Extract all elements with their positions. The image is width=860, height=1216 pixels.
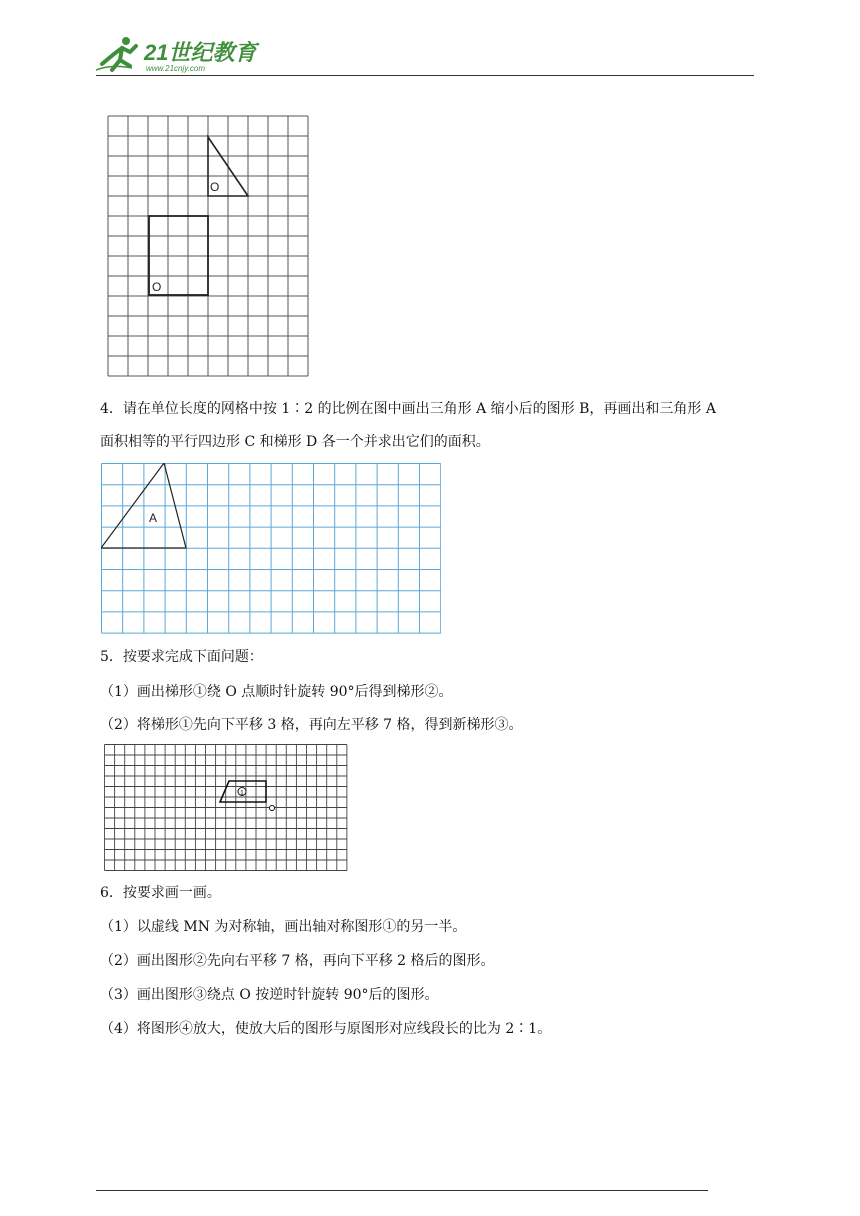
q4-line2: 面积相等的平行四边形 C 和梯形 D 各一个并求出它们的面积。 [100, 434, 490, 450]
q6-title: 6．按要求画一画。 [100, 885, 221, 901]
triangle-label: O [210, 180, 220, 194]
q5-item2: （2）将梯形①先向下平移 3 格，再向左平移 7 格，得到新梯形③。 [100, 717, 523, 733]
q5-item1: （1）画出梯形①绕 O 点顺时针旋转 90°后得到梯形②。 [100, 684, 453, 700]
q5-title: 5．按要求完成下面问题： [100, 649, 263, 665]
runner-icon [96, 37, 136, 70]
q4-line1: 4．请在单位长度的网格中按 1∶2 的比例在图中画出三角形 A 缩小后的图形 B，再画出和三角形 A [100, 401, 716, 417]
footer-rule [96, 1190, 708, 1191]
q6-item2: （2）画出图形②先向右平移 7 格，再向下平移 2 格后的图形。 [100, 953, 495, 969]
q6-item1: （1）以虚线 MN 为对称轴，画出轴对称图形①的另一半。 [100, 919, 467, 935]
logo [92, 34, 262, 74]
trapezoid-label: 1 [240, 790, 244, 797]
q4-grid [101, 463, 441, 639]
q6-item4: （4）将图形④放大，使放大后的图形与原图形对应线段长的比为 2∶1。 [100, 1021, 552, 1037]
figure1-grid [107, 115, 310, 381]
header-rule [96, 75, 754, 76]
q5-grid [104, 744, 348, 876]
logo-main-text: 21世纪教育 [144, 40, 257, 65]
triangle-a-label: A [149, 511, 158, 525]
point-o [270, 806, 275, 811]
q6-item3: （3）画出图形③绕点 O 按逆时针旋转 90°后的图形。 [100, 987, 439, 1003]
logo-url-text: www.21cnjy.com [146, 64, 205, 73]
rectangle-label: O [152, 280, 162, 294]
